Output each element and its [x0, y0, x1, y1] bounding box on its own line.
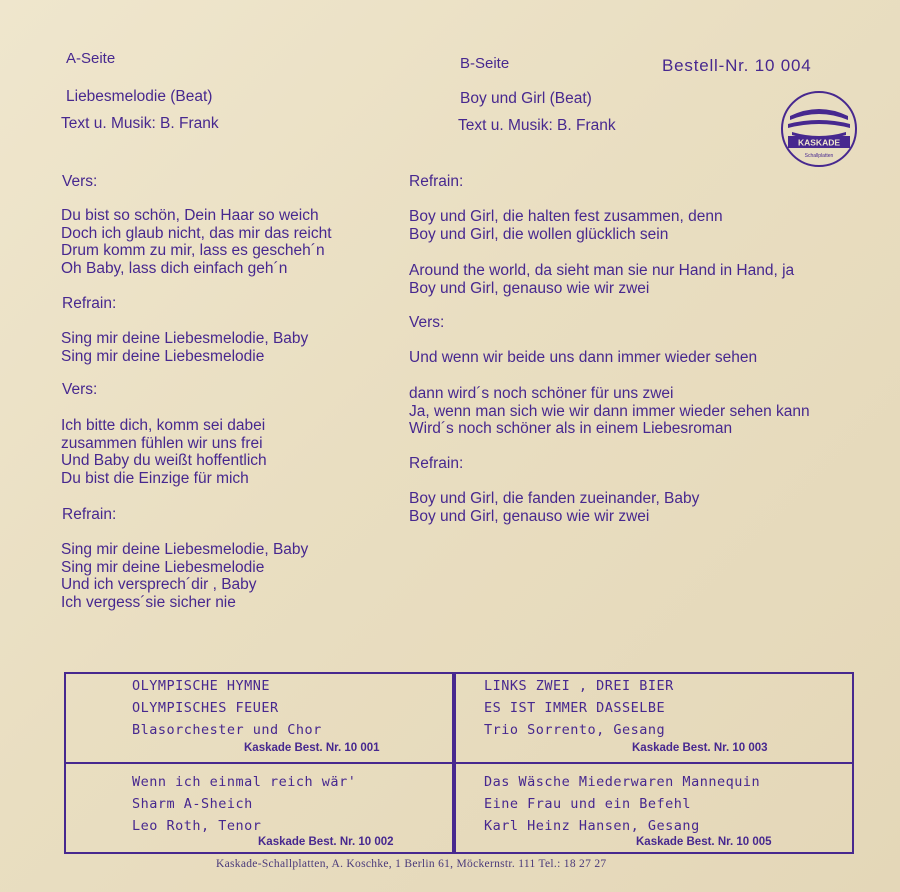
- lyric-line: Boy und Girl, die fanden zueinander, Baby: [409, 490, 700, 507]
- lyric-line: Boy und Girl, genauso wie wir zwei: [409, 507, 650, 525]
- record-box-10001: [64, 672, 454, 764]
- lyric-line: Du bist die Einzige für mich: [61, 469, 249, 487]
- lyric-line: Sing mir deine Liebesmelodie, Baby: [61, 330, 309, 347]
- b-refrain-1b: [409, 262, 794, 297]
- a-stanza-4: [61, 541, 308, 611]
- a-stanza-4-label: Refrain:: [62, 506, 117, 523]
- record-line: LINKS ZWEI , DREI BIER: [484, 678, 674, 694]
- a-side-title: Liebesmelodie (Beat): [66, 88, 213, 105]
- record-line: Trio Sorrento, Gesang: [484, 722, 666, 738]
- b-refrain-2: [409, 490, 699, 525]
- lyric-line: Du bist so schön, Dein Haar so weich: [61, 207, 319, 224]
- record-box-10003: [454, 672, 854, 764]
- kaskade-logo: [780, 90, 858, 168]
- a-stanza-3-label: Vers:: [62, 381, 98, 398]
- a-stanza-1: [61, 207, 332, 277]
- a-stanza-1-label: Vers:: [62, 173, 98, 190]
- lyric-line: Ich bitte dich, komm sei dabei: [61, 417, 266, 434]
- b-side-title: Boy und Girl (Beat): [460, 90, 592, 107]
- lyric-line: Ich vergess´sie sicher nie: [61, 593, 236, 611]
- a-stanza-2: [61, 330, 308, 365]
- b-verse: [409, 385, 810, 438]
- a-side-heading: A-Seite: [66, 50, 116, 67]
- a-stanza-2-label: Refrain:: [62, 295, 117, 312]
- publisher-address: Kaskade-Schallplatten, A. Koschke, 1 Berlin 61, Möckernstr. 111 Tel.: 18 27 27: [216, 858, 607, 870]
- lyric-line: Und ich versprech´dir , Baby: [61, 576, 257, 593]
- record-line: OLYMPISCHE HYMNE: [132, 678, 271, 694]
- record-line: Wenn ich einmal reich wär': [132, 774, 357, 790]
- b-verse-label: Vers:: [409, 314, 445, 331]
- lyric-line: Und Baby du weißt hoffentlich: [61, 452, 267, 469]
- logo-wordmark: KASKADE: [797, 137, 841, 148]
- record-line: Das Wäsche Miederwaren Mannequin: [484, 774, 761, 790]
- lyric-line: Boy und Girl, die wollen glücklich sein: [409, 225, 669, 243]
- record-box-10002: [64, 762, 454, 854]
- record-order-number: Kaskade Best. Nr. 10 001: [244, 742, 380, 754]
- b-side-heading: B-Seite: [460, 55, 510, 72]
- record-order-number: Kaskade Best. Nr. 10 003: [632, 742, 768, 754]
- record-line: Eine Frau und ein Befehl: [484, 796, 692, 812]
- b-refrain-1-label: Refrain:: [409, 173, 464, 190]
- lyric-line: Boy und Girl, die halten fest zusammen, denn: [409, 208, 723, 225]
- lyric-line: Doch ich glaub nicht, das mir das reicht: [61, 224, 332, 242]
- record-line: Sharm A-Sheich: [132, 796, 253, 812]
- lyric-line: Und wenn wir beide uns dann immer wieder sehen: [409, 349, 758, 366]
- lyric-line: Sing mir deine Liebesmelodie: [61, 558, 265, 576]
- a-side-credits: Text u. Musik: B. Frank: [61, 115, 219, 132]
- record-line: Blasorchester und Chor: [132, 722, 322, 738]
- record-line: ES IST IMMER DASSELBE: [484, 700, 666, 716]
- lyric-line: zusammen fühlen wir uns frei: [61, 434, 263, 452]
- record-line: Leo Roth, Tenor: [132, 818, 262, 834]
- a-stanza-3: [61, 417, 267, 487]
- order-number: Bestell-Nr. 10 004: [662, 56, 812, 75]
- lyric-line: Sing mir deine Liebesmelodie: [61, 347, 265, 365]
- record-order-number: Kaskade Best. Nr. 10 005: [636, 836, 772, 848]
- logo-subtext: Schallplatten: [804, 153, 834, 159]
- lyric-line: dann wird´s noch schöner für uns zwei: [409, 385, 674, 402]
- record-line: Karl Heinz Hansen, Gesang: [484, 818, 700, 834]
- lyric-line: Drum komm zu mir, lass es gescheh´n: [61, 242, 325, 259]
- lyric-line: Sing mir deine Liebesmelodie, Baby: [61, 541, 309, 558]
- lyric-line: Ja, wenn man sich wie wir dann immer wieder sehen kann: [409, 402, 810, 420]
- lyric-line: Wird´s noch schöner als in einem Liebesroman: [409, 420, 733, 437]
- lyric-line: Oh Baby, lass dich einfach geh´n: [61, 259, 288, 277]
- b-refrain-2-label: Refrain:: [409, 455, 464, 472]
- record-box-10005: [454, 762, 854, 854]
- record-line: OLYMPISCHES FEUER: [132, 700, 279, 716]
- b-refrain-1: [409, 208, 723, 243]
- b-side-credits: Text u. Musik: B. Frank: [458, 117, 616, 134]
- record-order-number: Kaskade Best. Nr. 10 002: [258, 836, 394, 848]
- lyric-line: Around the world, da sieht man sie nur Hand in Hand, ja: [409, 262, 795, 279]
- lyric-line: Boy und Girl, genauso wie wir zwei: [409, 279, 650, 297]
